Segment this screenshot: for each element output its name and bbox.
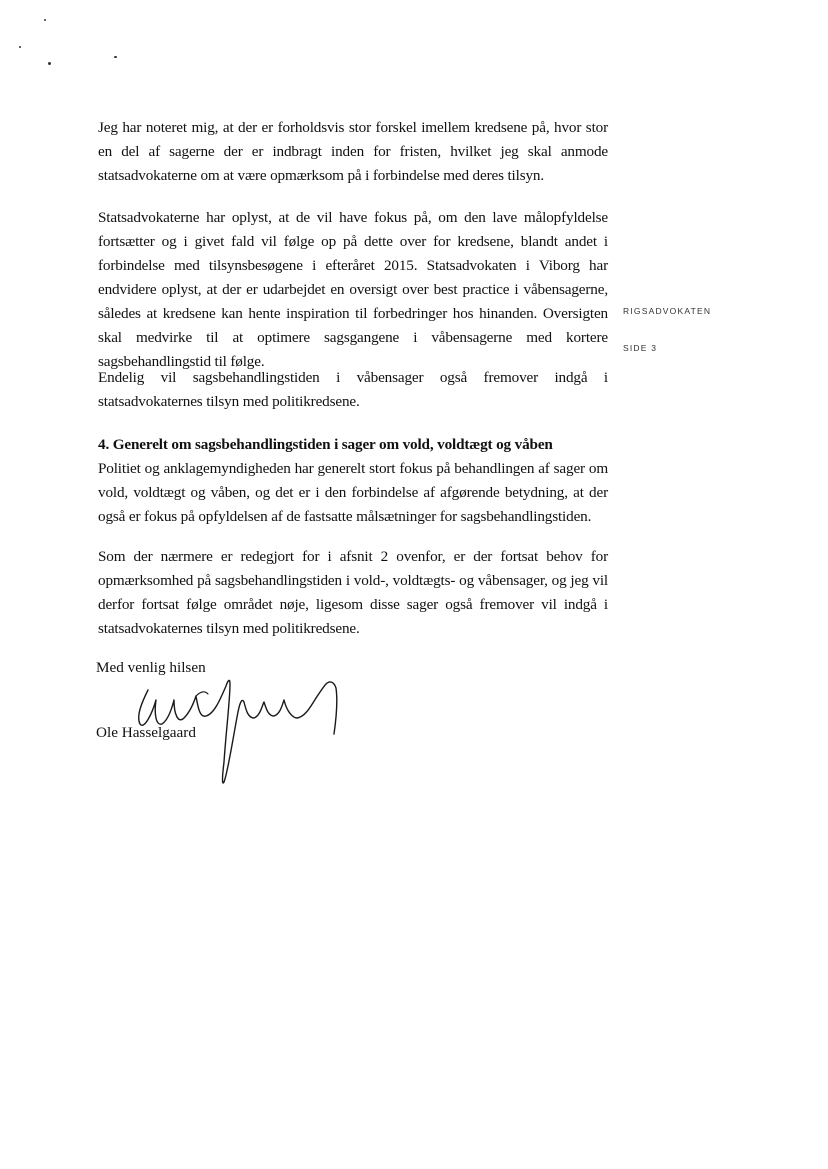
scan-speck: [48, 62, 51, 65]
paragraph-fokus: Statsadvokaterne har oplyst, at de vil have fokus på, om den lave målopfyldelse fortsætter og i givet fald vil følge op på dette over for kredsene, blandt andet i forbindelse med tilsynsbesøgene i efteråret 2015. Statsadvokaten i Viborg har endvidere oplyst, at der er udarbejdet en oversigt over best practice i våbensagerne, således at kredsene kan hente inspiration til forbedringer hos hinanden. Oversigten skal medvirke til at optimere sagsgangene i våbensagerne med kortere sagsbehandlingstid til følge.: [98, 209, 608, 370]
handwritten-signature: [130, 672, 370, 797]
scan-speck: [44, 19, 46, 21]
scan-speck: [19, 46, 21, 48]
page-number: SIDE 3: [623, 343, 658, 353]
closing-greeting: Med venlig hilsen: [96, 659, 206, 676]
paragraph-opmaerksomhed: Som der nærmere er redegjort for i afsnit 2 ovenfor, er der fortsat behov for opmærksomhed på sagsbehandlingstiden i vold-, voldtægts- og våbensager, og jeg vil derfor fortsat følge området nøje, ligesom disse sager også fremover vil indgå i statsadvokaternes tilsyn med politikredsene.: [98, 548, 608, 637]
section-heading: 4. Generelt om sagsbehandlingstiden i sager om vold, voldtægt og våben: [98, 436, 553, 453]
sender-label: RIGSADVOKATEN: [623, 306, 712, 316]
paragraph-tilsyn: Endelig vil sagsbehandlingstiden i våbensager også fremover indgå i statsadvokaternes tilsyn med politikredsene.: [98, 369, 608, 410]
paragraph-politiet: Politiet og anklagemyndigheden har generelt stort fokus på behandlingen af sager om vold, voldtægt og våben, og det er i den forbindelse af afgørende betydning, at der også er fokus på opfyldelsen af de fastsatte målsætninger for sagsbehandlingstiden.: [98, 460, 608, 525]
scan-speck: [114, 56, 117, 58]
signatory-name: Ole Hasselgaard: [96, 724, 196, 741]
section-4: [98, 433, 608, 529]
paragraph-fristen: Jeg har noteret mig, at der er forholdsvis stor forskel imellem kredsene på, hvor stor en del af sagerne der er indbragt inden for fristen, hvilket jeg skal anmode statsadvokaterne om at være opmærksom på i forbindelse med deres tilsyn.: [98, 119, 608, 184]
